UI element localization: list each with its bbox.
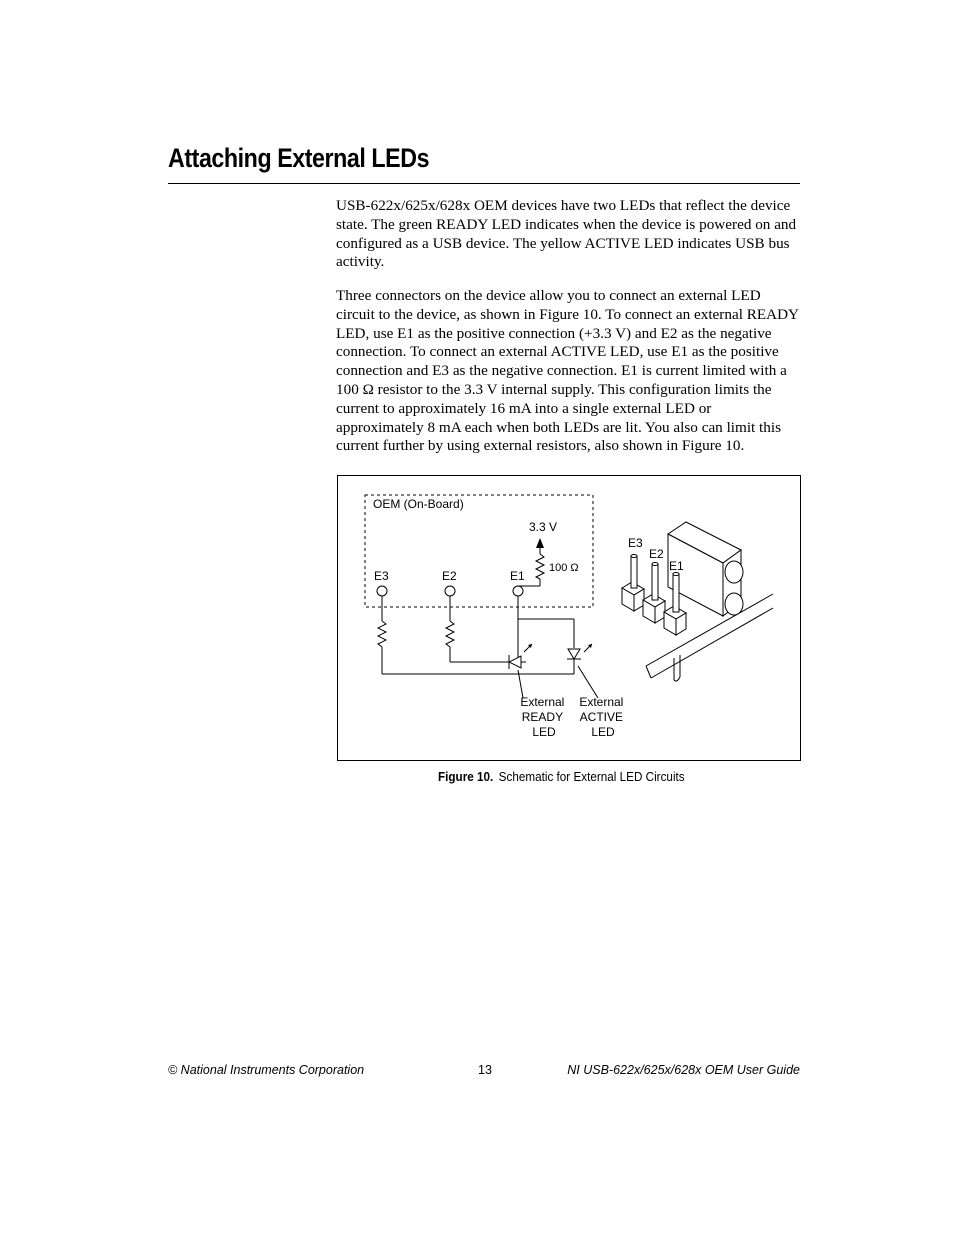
figure-caption bbox=[438, 769, 685, 784]
internal-resistor bbox=[536, 554, 544, 579]
paragraph-connectors: Three connectors on the device allow you to connect an external LED circuit to the device, as shown in Figure 10. To connect an external READY LED, use E1 as the positive connection (+3.3 V) and E2 as the negative connection. To connect an external ACTIVE LED, use E1 as the positive connection and E3 as the negative connection. E1 is current limited with a 100 Ω resistor to the 3.3 V internal supply. This configuration limits the current to approximately 16 mA into a single external LED or approximately 8 mA each when both LEDs are lit. You also can limit this current further by using external resistors, also shown in Figure 10. bbox=[336, 287, 799, 455]
resistor-label: 100 Ω bbox=[549, 562, 579, 574]
schematic-diagram bbox=[338, 476, 800, 760]
footer-copyright: © National Instruments Corporation bbox=[168, 1063, 365, 1077]
onboard-label: OEM (On-Board) bbox=[373, 497, 464, 511]
terminal-e3-label: E3 bbox=[374, 569, 389, 583]
figure-schematic bbox=[337, 475, 801, 761]
voltage-label: 3.3 V bbox=[529, 520, 558, 534]
active-led-symbol bbox=[567, 644, 592, 662]
pin-e2 bbox=[643, 563, 665, 624]
external-resistor-e3 bbox=[378, 621, 386, 647]
active-led-label: External ACTIVE LED bbox=[579, 695, 624, 739]
active-leader bbox=[578, 666, 598, 698]
terminal-e3 bbox=[377, 586, 387, 596]
pin-e2-label: E2 bbox=[649, 547, 664, 561]
pin-e1-label: E1 bbox=[669, 559, 684, 573]
supply-arrow bbox=[536, 538, 544, 548]
ready-led-label: External READY LED bbox=[520, 695, 565, 739]
figure-caption-text: Schematic for External LED Circuits bbox=[498, 769, 685, 784]
external-resistor-e2 bbox=[446, 621, 454, 647]
footer-page-number: 13 bbox=[478, 1063, 492, 1077]
heading-rule bbox=[168, 183, 800, 184]
pin-e3 bbox=[622, 555, 644, 612]
board-led-active bbox=[725, 593, 743, 615]
footer-document-title: NI USB-622x/625x/628x OEM User Guide bbox=[567, 1063, 800, 1077]
pin-e3-label: E3 bbox=[628, 536, 643, 550]
ready-led-symbol bbox=[506, 644, 532, 669]
board-led-ready bbox=[725, 561, 743, 583]
board-illustration bbox=[622, 522, 773, 681]
onboard-boundary bbox=[365, 495, 593, 607]
terminal-e2 bbox=[445, 586, 455, 596]
paragraph-led-overview: USB-622x/625x/628x OEM devices have two LEDs that reflect the device state. The green READY LED indicates when the device is powered on and configured as a USB device. The yellow ACTIVE LED indicates USB bus activity. bbox=[336, 197, 797, 271]
section-heading: Attaching External LEDs bbox=[168, 143, 430, 173]
terminal-e2-label: E2 bbox=[442, 569, 457, 583]
terminal-e1 bbox=[513, 586, 523, 596]
terminal-e1-label: E1 bbox=[510, 569, 525, 583]
figure-caption-label: Figure 10. bbox=[438, 769, 494, 784]
